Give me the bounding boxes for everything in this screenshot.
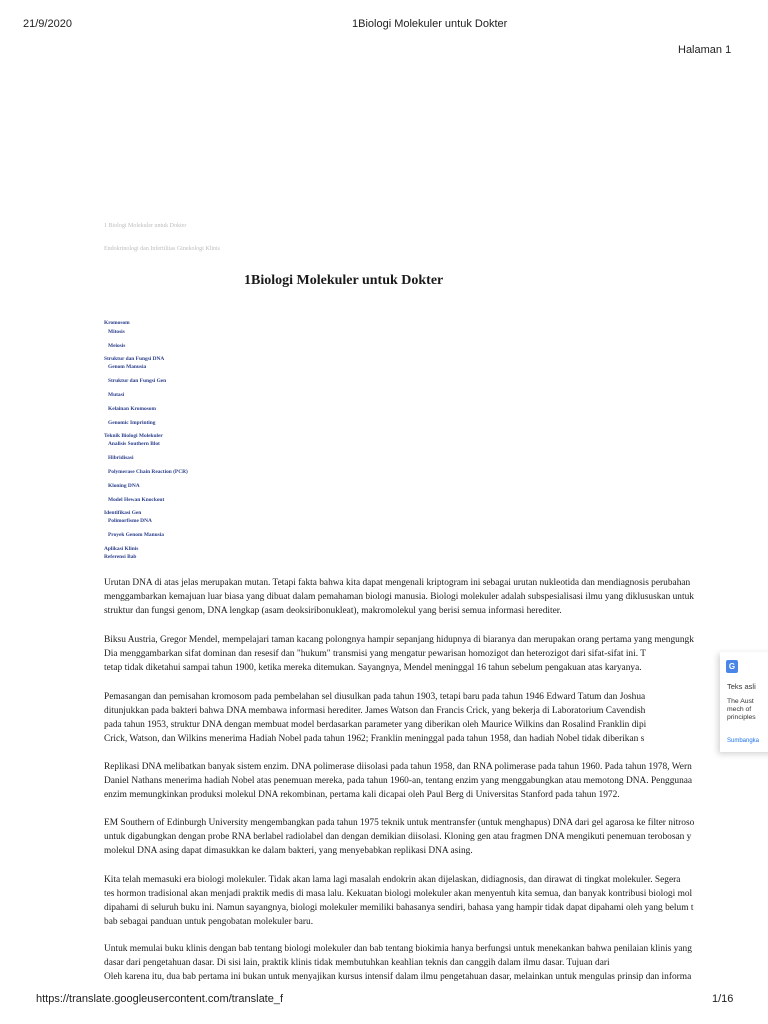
paragraph-5 [104, 816, 768, 858]
text-line: Kita telah memasuki era biologi molekuler. Tidak akan lama lagi masalah endokrin akan dijelaskan, didiagnosis, dan dirawat di tingkat molekuler. Segera [104, 875, 681, 885]
toc-item[interactable]: Mitosis [108, 329, 125, 335]
text-line: molekul DNA asing dapat dimasukkan ke dalam bakteri, yang menyebabkan replikasi DNA asing. [104, 846, 473, 856]
toc-item[interactable]: Hibridisasi [108, 455, 134, 461]
toc-item[interactable]: Struktur dan Fungsi Gen [108, 378, 167, 384]
paragraph-6 [104, 873, 768, 929]
print-document-title: 1Biologi Molekuler untuk Dokter [352, 18, 508, 30]
text-line: Pemasangan dan pemisahan kromosom pada pembelahan sel diusulkan pada tahun 1903, tetapi baru pada tahun 1946 Edward Tatum dan Joshua [104, 692, 646, 702]
toc-item[interactable]: Kloning DNA [108, 483, 140, 489]
paragraph-7 [104, 942, 768, 984]
contribute-translation-link[interactable]: Sumbangka [727, 738, 760, 744]
paragraph-3 [104, 690, 768, 746]
text-line: dasar dari pengetahuan dasar. Di sisi lain, praktik klinis tidak membutuhkan keahlian teknis dan canggih dalam ilmu dasar. Tujuan dari [104, 958, 610, 968]
text-line: dipahami di seluruh buku ini. Namun sayangnya, biologi molekuler memiliki bahasanya sendiri, bahasa yang hampir tidak dapat dipahami oleh yang belum t [104, 903, 694, 913]
toc-item[interactable]: Mutasi [108, 392, 125, 398]
toc-item[interactable]: Genomic Imprinting [108, 420, 156, 426]
paragraph-1 [104, 576, 768, 618]
text-line: enzim memungkinkan produksi molekul DNA rekombinan, pertama kali dicapai oleh Paul Berg di Universitas Stanford pada tahun 1972. [104, 790, 620, 800]
text-line: menggambarkan kemajuan luar biasa yang dibuat dalam pemahaman biologi manusia. Biologi molekuler adalah subspesialisasi ilmu yang diklususkan untuk [104, 592, 694, 602]
text-line: Daniel Nathans menerima hadiah Nobel atas penemuan mereka, pada tahun 1960-an, tentang enzim yang menggabungkan atau memotong DNA. Penggunaa [104, 776, 693, 786]
text-line: bab sebagai panduan untuk pengobatan molekuler baru. [104, 917, 314, 927]
popup-text-line: The Aust [727, 698, 754, 705]
faint-book-subtitle: Endokrinologi dan Infertilitas Ginekologi Klinis [104, 246, 220, 252]
popup-text-line: principles [727, 714, 756, 721]
toc-item[interactable]: Genom Manusia [108, 364, 147, 370]
text-line: Urutan DNA di atas jelas merupakan mutan. Tetapi fakta bahwa kita dapat mengenali kriptogram ini sebagai urutan nukleotida dan mendiagnosis perubahan [104, 578, 691, 588]
text-line: tetap tidak diketahui sampai tahun 1900, ketika mereka ditemukan. Sayangnya, Mendel meninggal 16 tahun sebelum pengakuan atas karyanya. [104, 663, 642, 673]
text-line: pada tahun 1953, struktur DNA dengan membuat model berdasarkan parameter yang diberikan oleh Maurice Wilkins dan Rosalind Franklin dipi [104, 720, 647, 730]
toc-item[interactable]: Struktur dan Fungsi DNA [104, 356, 165, 362]
text-line: Dia menggambarkan sifat dominan dan resesif dan "hukum" transmisi yang mengatur pewarisan homozigot dan heterozigot dari sifat-sifat ini. T [104, 649, 646, 659]
text-line: EM Southern of Edinburgh University mengembangkan pada tahun 1975 teknik untuk mentransfer (untuk menghapus) DNA dari gel agarosa ke filter nitroso [104, 818, 695, 828]
toc-item[interactable]: Polymerase Chain Reaction (PCR) [108, 469, 188, 475]
text-line: Oleh karena itu, dua bab pertama ini bukan untuk menyajikan kursus intensif dalam ilmu pengetahuan dasar, melainkan untuk mengulas prinsip dan informa [104, 972, 692, 982]
text-line: Untuk memulai buku klinis dengan bab tentang biologi molekuler dan bab tentang biokimia hanya berfungsi untuk menekankan bahwa penilaian klinis yang [104, 944, 692, 954]
faint-book-title: 1 Biologi Molekuler untuk Dokter [104, 223, 187, 229]
toc-item[interactable]: Kromosom [104, 320, 130, 326]
toc-item[interactable]: Teknik Biologi Molekuler [104, 433, 163, 439]
toc-item[interactable]: Analisis Southern Blot [108, 441, 160, 447]
popup-text-line: mech of [727, 706, 752, 713]
print-date: 21/9/2020 [23, 18, 72, 30]
text-line: struktur dan fungsi genom, DNA lengkap (asam deoksiribonukleat), makromolekul yang berisi semua informasi herediter. [104, 606, 562, 616]
toc-item[interactable]: Model Hewan Knockout [108, 497, 165, 503]
toc-item[interactable]: Referensi Bab [104, 554, 137, 560]
toc-item[interactable]: Identifikasi Gen [104, 510, 142, 516]
text-line: Crick, Watson, dan Wilkins menerima Hadiah Nobel pada tahun 1962; Franklin meninggal pada tahun 1958, dan hadiah Nobel tidak diberikan s [104, 734, 645, 744]
original-text-popup[interactable] [720, 652, 768, 752]
toc-item[interactable]: Polimorfisme DNA [108, 518, 152, 524]
popup-title: Teks asli [727, 682, 756, 691]
page-number-label: Halaman 1 [678, 44, 732, 56]
text-line: Biksu Austria, Gregor Mendel, mempelajari taman kacang polongnya hampir sepanjang hidupnya di biaranya dan merupakan orang pertama yang mengungk [104, 635, 694, 645]
paragraph-4 [104, 760, 768, 802]
text-line: Replikasi DNA melibatkan banyak sistem enzim. DNA polimerase diisolasi pada tahun 1958, dan RNA polimerase pada tahun 1960. Pada tahun 1978, Wern [104, 762, 692, 772]
text-line: untuk digabungkan dengan probe RNA berlabel radiolabel dan dengan demikian diisolasi. Kloning gen atau fragmen DNA mengikuti penemuan terobosan y [104, 832, 692, 842]
toc-item[interactable]: Kelainan Kromosom [108, 406, 156, 412]
toc-item[interactable]: Aplikasi Klinis [104, 546, 139, 552]
toc-item[interactable]: Proyek Genom Manusia [108, 532, 164, 538]
paragraph-2 [104, 633, 768, 675]
print-url: https://translate.googleusercontent.com/translate_f [36, 993, 284, 1005]
text-line: tes hormon tradisional akan menjadi praktik medis di masa lalu. Kekuatan biologi molekuler akan menyentuh kita semua, dan banyak kontribusi biologi mol [104, 889, 693, 899]
google-translate-icon: G [726, 660, 738, 673]
chapter-title: 1Biologi Molekuler untuk Dokter [244, 273, 444, 288]
text-line: ditunjukkan pada bakteri bahwa DNA membawa informasi herediter. James Watson dan Francis Crick, yang bekerja di Laboratorium Cavendish [104, 706, 646, 716]
toc-item[interactable]: Meiosis [108, 343, 126, 349]
print-page-count: 1/16 [712, 993, 734, 1005]
